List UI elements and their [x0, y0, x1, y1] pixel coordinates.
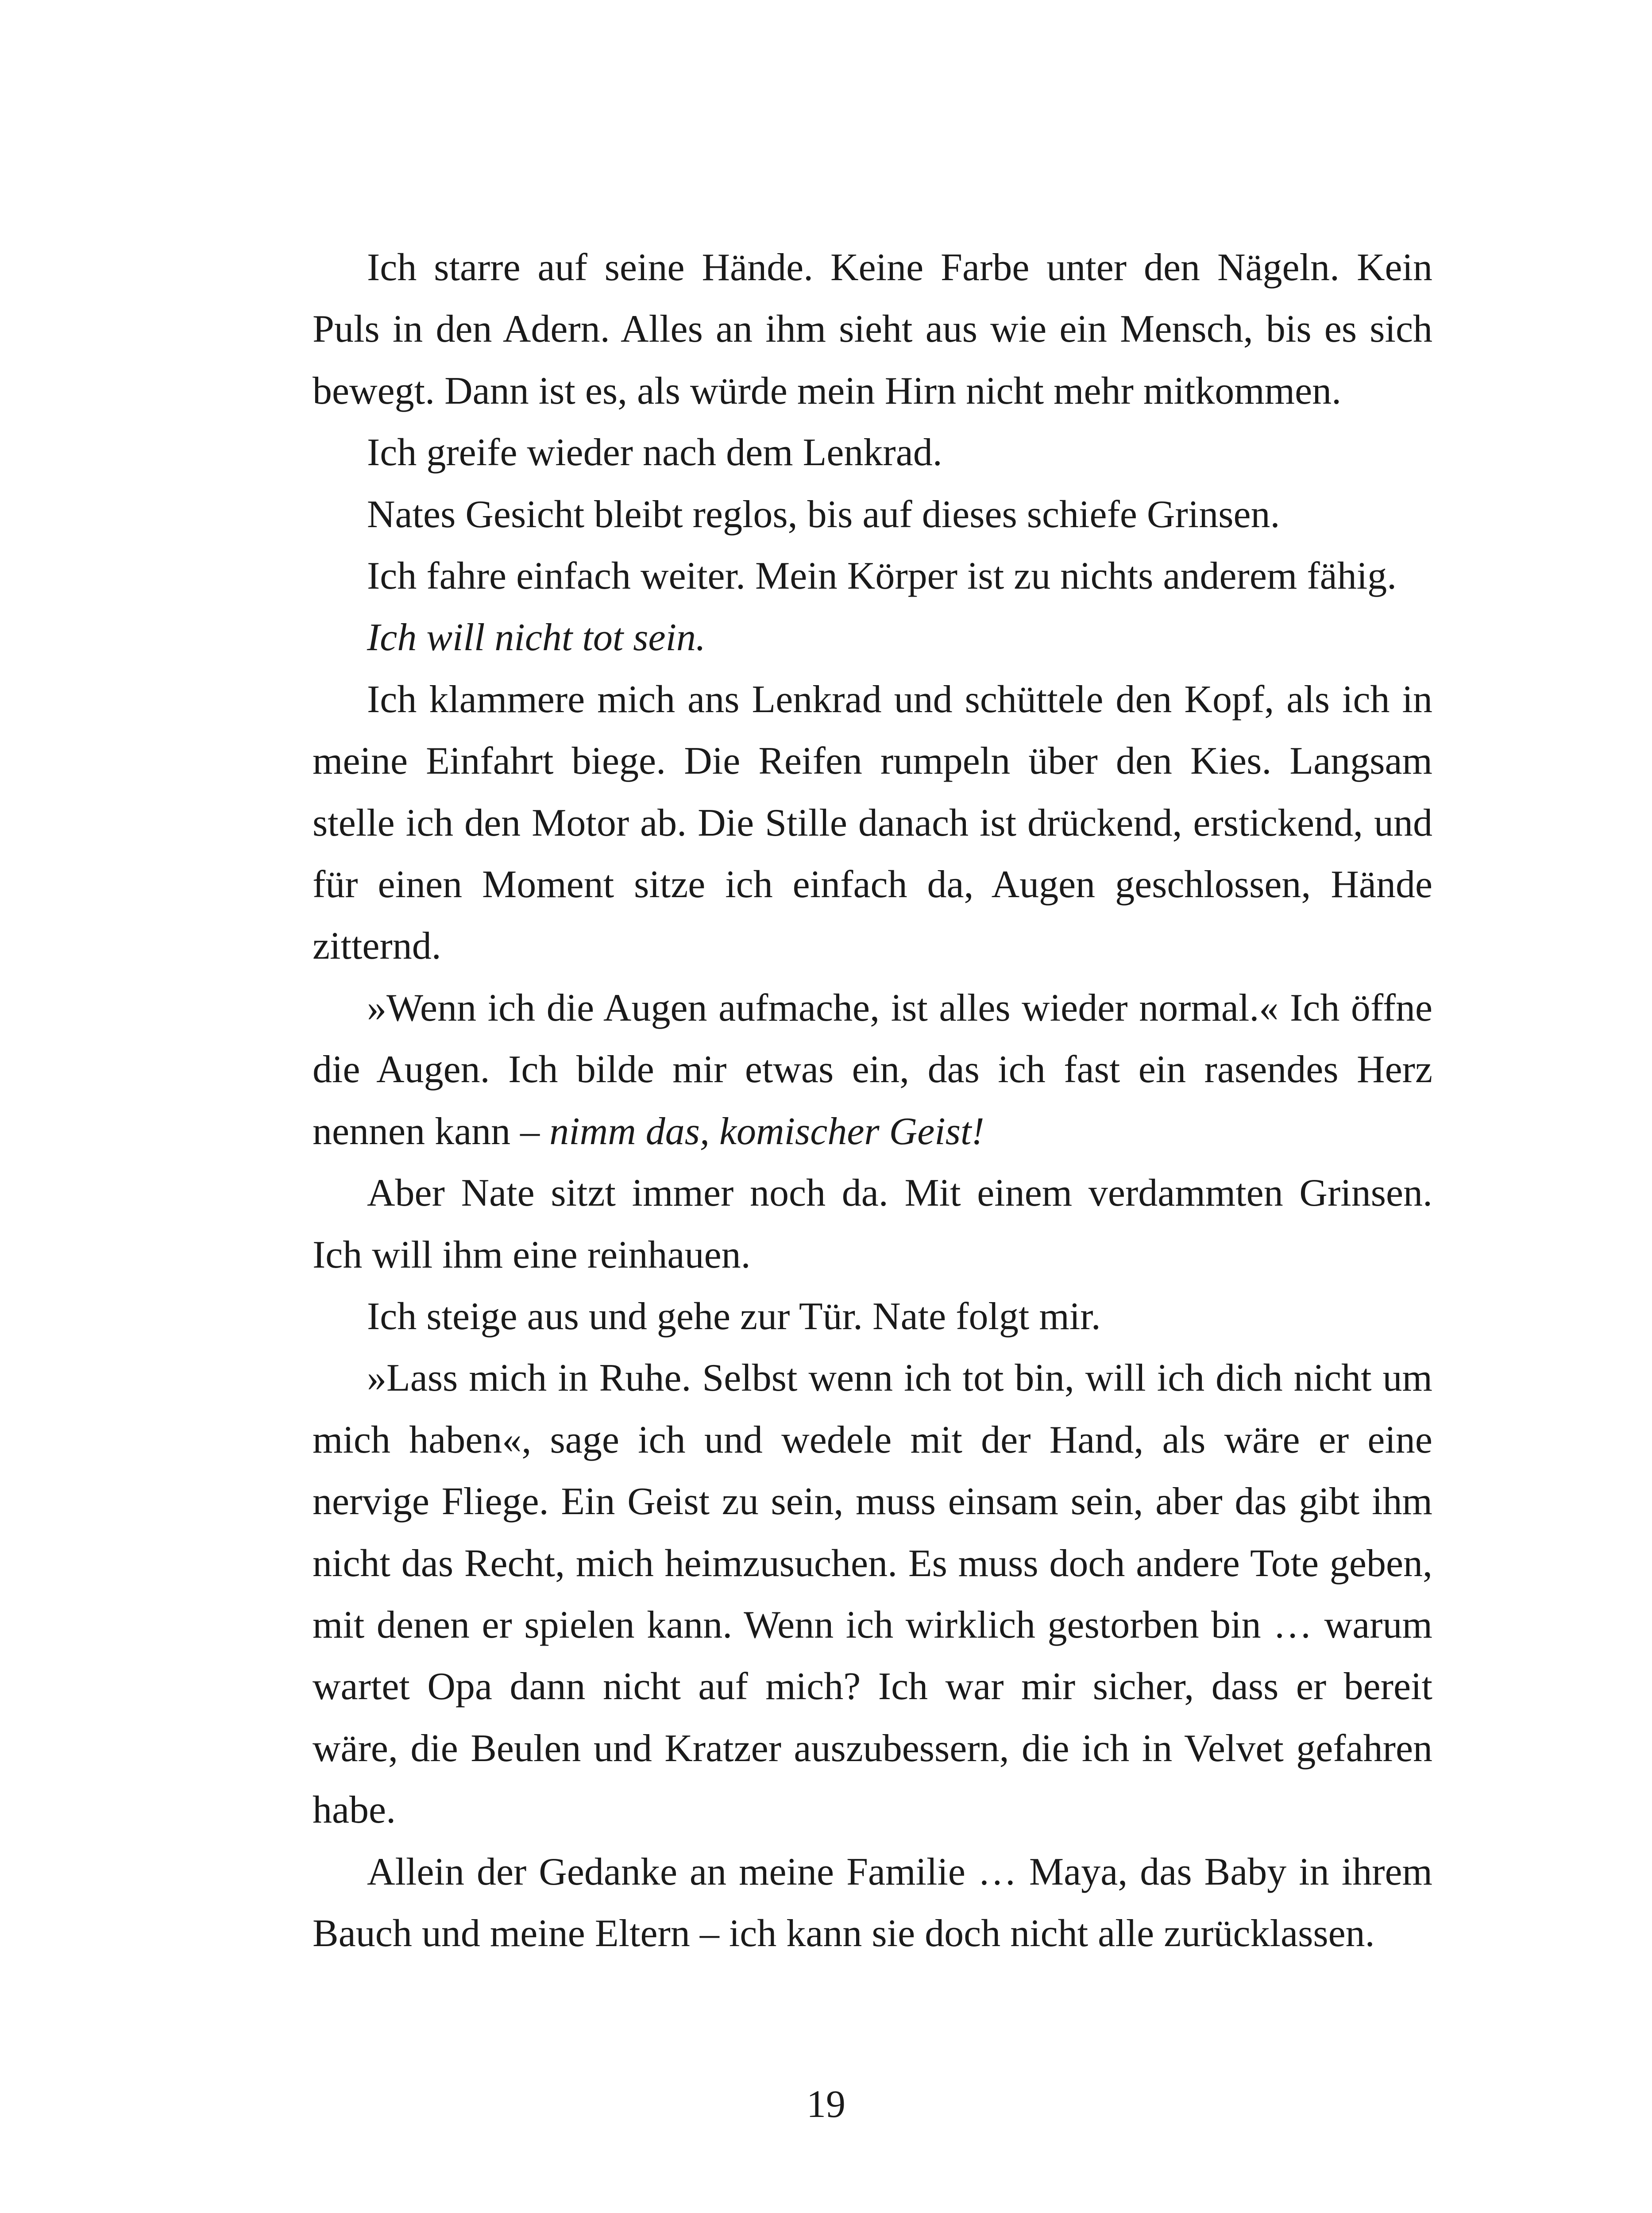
- paragraph: Aber Nate sitzt immer noch da. Mit einem verdammten Grinsen. Ich will ihm eine reinhauen.: [313, 1172, 1432, 1276]
- paragraph: Nates Gesicht bleibt reglos, bis auf dieses schiefe Grinsen.: [367, 493, 1280, 536]
- body-text: [313, 237, 1432, 1964]
- paragraph: Ich steige aus und gehe zur Tür. Nate folgt mir.: [367, 1295, 1101, 1338]
- paragraph: [313, 977, 1432, 1162]
- paragraph-italic: [313, 607, 1432, 668]
- paragraph-text: »Wenn ich die Augen aufmache, ist alles wieder normal.« Ich öffne die Augen. Ich bilde mir etwas ein, das ich fast ein rasendes Herz nennen kann –: [313, 986, 1432, 1153]
- paragraph: Ich klammere mich ans Lenkrad und schüttele den Kopf, als ich in meine Einfahrt biege. Die Reifen rumpeln über den Kies. Langsam stelle ich den Motor ab. Die Stille danach ist drückend, erstickend, und für einen Moment sitze ich einfach da, Augen geschlossen, Hände zitternd.: [313, 678, 1432, 968]
- paragraph: Ich fahre einfach weiter. Mein Körper ist zu nichts anderem fähig.: [367, 555, 1397, 598]
- italic-phrase: nimm das, komischer Geist!: [549, 1110, 984, 1153]
- italic-thought: Ich will nicht tot sein.: [367, 616, 706, 659]
- paragraph: Allein der Gedanke an meine Familie … Maya, das Baby in ihrem Bauch und meine Eltern – ich kann sie doch nicht alle zurücklassen.: [313, 1850, 1432, 1955]
- page-number: 19: [807, 2083, 845, 2126]
- paragraph: Ich starre auf seine Hände. Keine Farbe unter den Nägeln. Kein Puls in den Adern. Alles an ihm sieht aus wie ein Mensch, bis es sich bewegt. Dann ist es, als würde mein Hirn nicht mehr mitkommen.: [313, 246, 1432, 413]
- paragraph: Ich greife wieder nach dem Lenkrad.: [367, 431, 942, 474]
- paragraph: »Lass mich in Ruhe. Selbst wenn ich tot bin, will ich dich nicht um mich haben«, sage ich und wedele mit der Hand, als wäre er eine nervige Fliege. Ein Geist zu sein, muss einsam sein, aber das gibt ihm nicht das Recht, mich heimzusuchen. Es muss doch andere Tote geben, mit denen er spielen kann. Wenn ich wirklich gestorben bin … warum wartet Opa dann nicht auf mich? Ich war mir sicher, dass er bereit wäre, die Beulen und Kratzer auszubessern, die ich in Velvet gefahren habe.: [313, 1357, 1432, 1832]
